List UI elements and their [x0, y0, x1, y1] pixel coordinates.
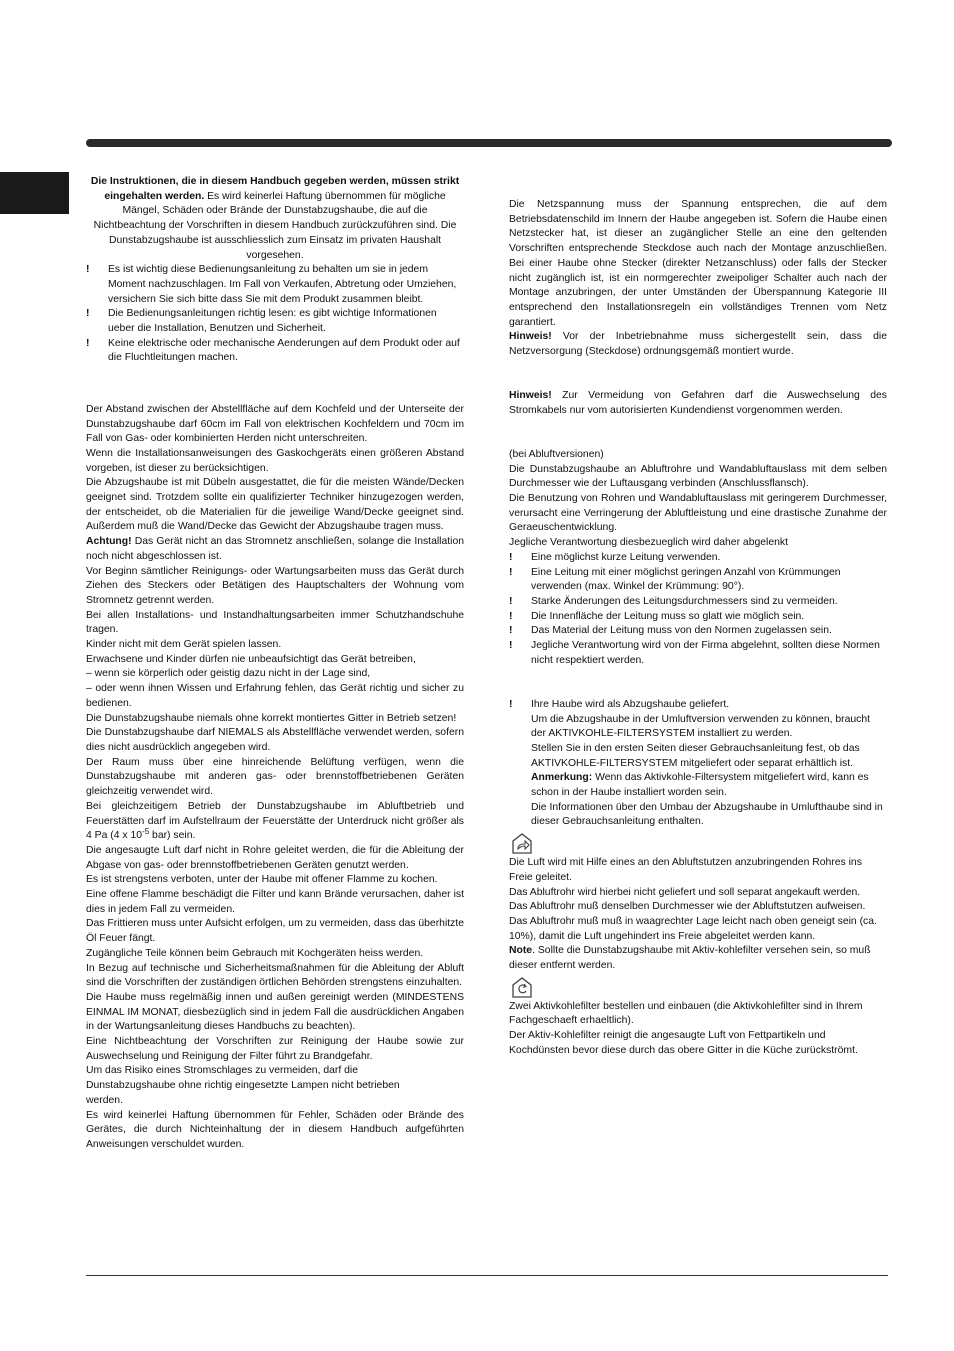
achtung-label: Achtung! [86, 536, 132, 548]
safety-paragraph: werden. [86, 1094, 123, 1106]
abluft-paragraph: Die Luft wird mit Hilfe eines an den Abluftstutzen anzubringenden Rohres ins Freie geleitet. [509, 857, 862, 883]
anmerkung-paragraph [509, 771, 887, 800]
safety-paragraph: Es ist strengstens verboten, unter der Haube mit offener Flamme zu kochen. [86, 874, 438, 886]
note-paragraph [509, 944, 887, 973]
bullet-text: Ihre Haube wird als Abzugshaube geliefert. [531, 698, 730, 710]
exhaust-paragraph: Jegliche Verantwortung diesbezueglich wird daher abgelenkt [509, 537, 788, 549]
list-item [86, 307, 464, 336]
list-item [509, 698, 887, 713]
safety-paragraph: Zugängliche Teile können beim Gebrauch mit Kochgeräten heiss werden. [86, 947, 424, 959]
right-column [509, 198, 887, 1059]
pressure-paragraph [86, 800, 464, 844]
achtung-text: Das Gerät nicht an das Stromnetz anschließen, solange die Installation noch nicht abgeschlossen ist. [86, 536, 464, 562]
pressure-exponent: -5 [142, 827, 150, 837]
safety-paragraph: Es wird keinerlei Haftung übernommen für Fehler, Schäden oder Brände des Gerätes, die durch Nichteinhaltung der in diesem Handbuch aufgeführten Anweisungen verschuldet wurden. [86, 1109, 464, 1150]
bullet-text: Eine Leitung mit einer möglichst geringen Anzahl von Krümmungen verwenden (max. Winkel der Krümmung: 90°). [531, 566, 841, 593]
bullet-mark: ! [509, 595, 513, 607]
bullet-mark: ! [509, 551, 513, 563]
version-paragraph: Stellen Sie in den ersten Seiten dieser Gebrauchsanleitung fest, ob das AKTIVKOHLE-FILTERSYSTEM mitgeliefert oder separat erhältlich ist. [531, 742, 860, 769]
list-item [509, 566, 887, 595]
safety-paragraph: Die Abzugshaube ist mit Dübeln ausgestattet, die für die meisten Wände/Decken geeignet sind. Trotzdem sollte ein qualifizierter Techniker hinzugezogen werden, der entscheidet, ob die Materialien für die jeweilige Wand/Decke geeignet sind. Außerdem muß die Wand/Decke das Gewicht der Abzugshaube tragen muss. [86, 477, 464, 533]
bullet-mark: ! [86, 337, 90, 349]
safety-paragraph: – oder wenn ihnen Wissen und Erfahrung fehlen, das Gerät richtig und sicher zu bedienen. [86, 683, 464, 709]
safety-paragraph: Der Raum muss über eine hinreichende Belüftung verfügen, wenn die Dunstabzugshaube mit anderen gas- oder brennstoffbetriebenen Geräten gleichzeitig verwendet wird. [86, 756, 464, 798]
safety-paragraph: Die Dunstabzugshaube niemals ohne korrekt montiertes Gitter in Betrieb setzen! [86, 712, 457, 724]
safety-paragraph: In Bezug auf technische und Sicherheitsmaßnahmen für die Ableitung der Abluft sind die Vorschriften der zuständigen örtlichen Behörden strengstens einzuhalten. [86, 962, 464, 989]
footer-rule [86, 1275, 888, 1276]
bullet-mark: ! [86, 264, 90, 276]
umluft-paragraph: Zwei Aktivkohlefilter bestellen und einbauen (die Aktivkohlefilter sind in Ihrem Fachgeschaeft erhaeltlich). [509, 1000, 863, 1027]
bullet-text: Jegliche Verantwortung wird von der Firma abgelehnt, sollten diese Normen nicht respektiert werden. [531, 640, 880, 666]
version-paragraph: Um die Abzugshaube in der Umluftversion verwenden zu können, braucht der AKTIVKOHLE-FILTERSYSTEM installiert zu werden. [531, 713, 871, 740]
version-paragraph: Die Informationen über den Umbau der Abzugshaube in Umlufthaube sind in dieser Gebrauchsanleitung enthalten. [531, 801, 883, 828]
safety-paragraph: Bei allen Installations- und Instandhaltungsarbeiten immer Schutzhandschuhe tragen. [86, 609, 464, 636]
exhaust-paragraph: Die Benutzung von Rohren und Wandabluftauslass mit geringerem Durchmesser, verursacht eine Verringerung der Abluftleistung und eine drastische Zunahme der Geraeuschentwicklung. [509, 493, 887, 534]
safety-paragraph: – wenn sie körperlich oder geistig dazu nicht in der Lage sind, [86, 668, 371, 680]
bullet-text: Es ist wichtig diese Bedienungsanleitung zu behalten um sie in jedem Moment nachzuschlagen. Im Fall von Verkaufen, Abtretung oder Umziehen, versichern Sie sich bitte dass Sie mit dem Produkt zusammen bleibt. [108, 264, 457, 305]
umluft-paragraph: Der Aktiv-Kohlefilter reinigt die angesaugte Luft von Fettpartikeln und Kochdünsten bevor diese durch das obere Gitter in die Küche zurückströmt. [509, 1030, 858, 1056]
safety-paragraph: Die Dunstabzugshaube darf NIEMALS als Abstellfläche verwendet werden, sofern dies nicht ausdrücklich angegeben wird. [86, 727, 464, 753]
bullet-text: Die Bedienungsanleitungen richtig lesen: es gibt wichtige Informationen ueber die Installation, Benutzen und Sicherheit. [108, 308, 437, 335]
note-text: . Sollte die Dunstabzugshaube mit Aktiv-kohlefilter versehen sein, so muß dieser entfernt werden. [509, 945, 871, 972]
safety-paragraph: Um das Risiko eines Stromschlages zu vermeiden, darf die [86, 1065, 359, 1077]
safety-paragraph: Erwachsene und Kinder dürfen nie unbeaufsichtigt das Gerät betreiben, [86, 653, 416, 665]
bullet-mark: ! [509, 566, 513, 578]
intro-rest: Es wird keinerlei Haftung übernommen für mögliche Mängel, Schäden oder Brände der Dunstabzugshaube, die auf die Nichtbeachtung der Vorschriften in diesem Handbuch zurückzuführen sind. Die Dunstabzugshaube ist ausschliesslich zum Einsatz im privaten Haushalt vorgesehen. [93, 190, 457, 261]
safety-paragraph: Kinder nicht mit dem Gerät spielen lassen. [86, 639, 282, 651]
safety-paragraph: Der Abstand zwischen der Abstellfläche auf dem Kochfeld und der Unterseite der Dunstabzugshaube darf 60cm im Fall von elektrischen Kochfeldern und 70cm im Fall von Gas- oder kombinierten Herden nicht unterschreiten. [86, 403, 464, 445]
safety-paragraph: Eine Nichtbeachtung der Vorschriften zur Reinigung der Haube sowie zur Auswechselung und Reinigung der Filter führt zu Brandgefahr. [86, 1036, 464, 1062]
intro-paragraph [86, 175, 464, 263]
safety-paragraph: Die angesaugte Luft darf nicht in Rohre geleitet werden, die für die Ableitung der Abgase von gas- oder brennstoffbetriebenen Geräten genutzt werden. [86, 844, 464, 871]
note-label: Note [509, 945, 533, 957]
bullet-text: Keine elektrische oder mechanische Aenderungen auf dem Produkt oder auf die Fluchtleitungen machen. [108, 337, 460, 364]
hinweis-label: Hinweis! [509, 390, 552, 402]
bullet-mark: ! [509, 610, 513, 622]
hinweis-text: Zur Vermeidung von Gefahren darf die Auswechselung des Stromkabels nur vom autorisierten Kundendienst vorgenommen werden. [509, 390, 887, 416]
safety-paragraph: Das Frittieren muss unter Aufsicht erfolgen, um zu vermeiden, dass das überhitzte Öl Feuer fängt. [86, 918, 464, 945]
bullet-text: Starke Änderungen des Leitungsdurchmessers sind zu vermeiden. [531, 595, 838, 607]
safety-paragraph: Wenn die Installationsanweisungen des Gaskochgeräts einen größeren Abstand vorgeben, ist dieser zu berücksichtigen. [86, 447, 464, 474]
left-column [86, 175, 464, 1153]
bullet-text: Das Material der Leitung muss von den Normen zugelassen sein. [531, 625, 832, 637]
safety-paragraph: Vor Beginn sämtlicher Reinigungs- oder Wartungsarbeiten muss das Gerät durch Ziehen des Steckers oder Betätigen des Hauptschalters der Wohnung vom Stromnetz getrennt werden. [86, 565, 464, 606]
anmerkung-text: Wenn das Aktivkohle-Filtersystem mitgeliefert wird, kann es schon in der Haube installiert worden sein. [531, 772, 869, 799]
safety-paragraph: Die Haube muss regelmäßig innen und außen gereinigt werden (MINDESTENS EINMAL IM MONAT, diesbezüglich sind in jedem Fall die ausdrücklichen Angaben in der Wartungsanleitung dieses Handbuchs zu beachten). [86, 991, 464, 1033]
list-item [509, 639, 887, 668]
list-item [509, 610, 887, 625]
achtung-paragraph [86, 535, 464, 564]
list-item [86, 337, 464, 366]
electrical-paragraph: Die Netzspannung muss der Spannung entsprechen, die auf dem Betriebsdatenschild im Innern der Haube angegeben ist. Sofern die Haube einen Netzstecker hat, ist dieser an zugänglicher Stelle an eine den geltenden Vorschriften entsprechende Steckdose auch nach der Montage anzuschließen. Bei einer Haube ohne Stecker (direkter Netzanschluss) oder falls der Stecker nicht zugänglich ist, ist ein normgerechter zweipoliger Schalter auch nach der Montage anzubringen, der unter Umständen der Überspannung Kategorie III entsprechend den Installationsregeln ein vollständiges Trennen vom Netz garantiert. [509, 199, 887, 328]
exhaust-duct-icon [511, 832, 533, 854]
abluft-paragraph: Das Abluftrohr muß muß in waagrechter Lage leicht nach oben geneigt sein (ca. 10%), damit die Luft ungehindert ins Freie abgeleitet werden kann. [509, 915, 877, 942]
bullet-mark: ! [509, 625, 513, 637]
header-rule [86, 139, 892, 147]
intro-bold: Die Instruktionen, die in diesem Handbuch gegeben werden, müssen strikt eingehalten werden. [90, 176, 460, 202]
bullet-text: Die Innenfläche der Leitung muss so glatt wie möglich sein. [531, 610, 805, 622]
recirculation-icon [511, 976, 533, 998]
list-item [86, 263, 464, 307]
anmerkung-label: Anmerkung: [531, 772, 593, 784]
pressure-unit: bar) sein. [149, 830, 196, 842]
exhaust-paragraph: Die Dunstabzugshaube an Abluftrohre und Wandabluftauslass mit dem selben Durchmesser wie der Luftausgang verbinden (Anschlussflansch). [509, 463, 887, 490]
bullet-text: Eine möglichst kurze Leitung verwenden. [531, 551, 721, 563]
list-item [509, 624, 887, 639]
list-item [509, 595, 887, 610]
hinweis-label: Hinweis! [509, 331, 552, 343]
abluft-paragraph: Das Abluftrohr muß denselben Durchmesser wie der Abluftstutzen aufweisen. [509, 901, 866, 913]
bullet-mark: ! [509, 640, 513, 652]
bullet-mark: ! [86, 308, 90, 320]
hinweis-paragraph [509, 389, 887, 418]
hinweis-text: Vor der Inbetriebnahme muss sichergestellt sein, dass die Netzversorgung (Steckdose) ordnungsgemäß montiert wurde. [509, 331, 887, 358]
pressure-text: Bei gleichzeitigem Betrieb der Dunstabzugshaube im Abluftbetrieb und Feuerstätten darf im Aufstellraum der Feuerstätte der Unterdruck nicht größer als 4 Pa (4 x 10 [86, 800, 464, 842]
bullet-mark: ! [509, 698, 513, 710]
safety-paragraph: Eine offene Flamme beschädigt die Filter und kann Brände verursachen, daher ist dies in jedem Fall zu vermeiden. [86, 889, 464, 915]
language-tab-marker [0, 172, 69, 214]
hinweis-paragraph [509, 330, 887, 359]
safety-paragraph: Dunstabzugshaube ohne richtig eingesetzte Lampen nicht betrieben [86, 1080, 400, 1092]
exhaust-paragraph: (bei Abluftversionen) [509, 448, 604, 460]
list-item [509, 551, 887, 566]
abluft-paragraph: Das Abluftrohr wird hierbei nicht geliefert und soll separat angekauft werden. [509, 886, 861, 898]
